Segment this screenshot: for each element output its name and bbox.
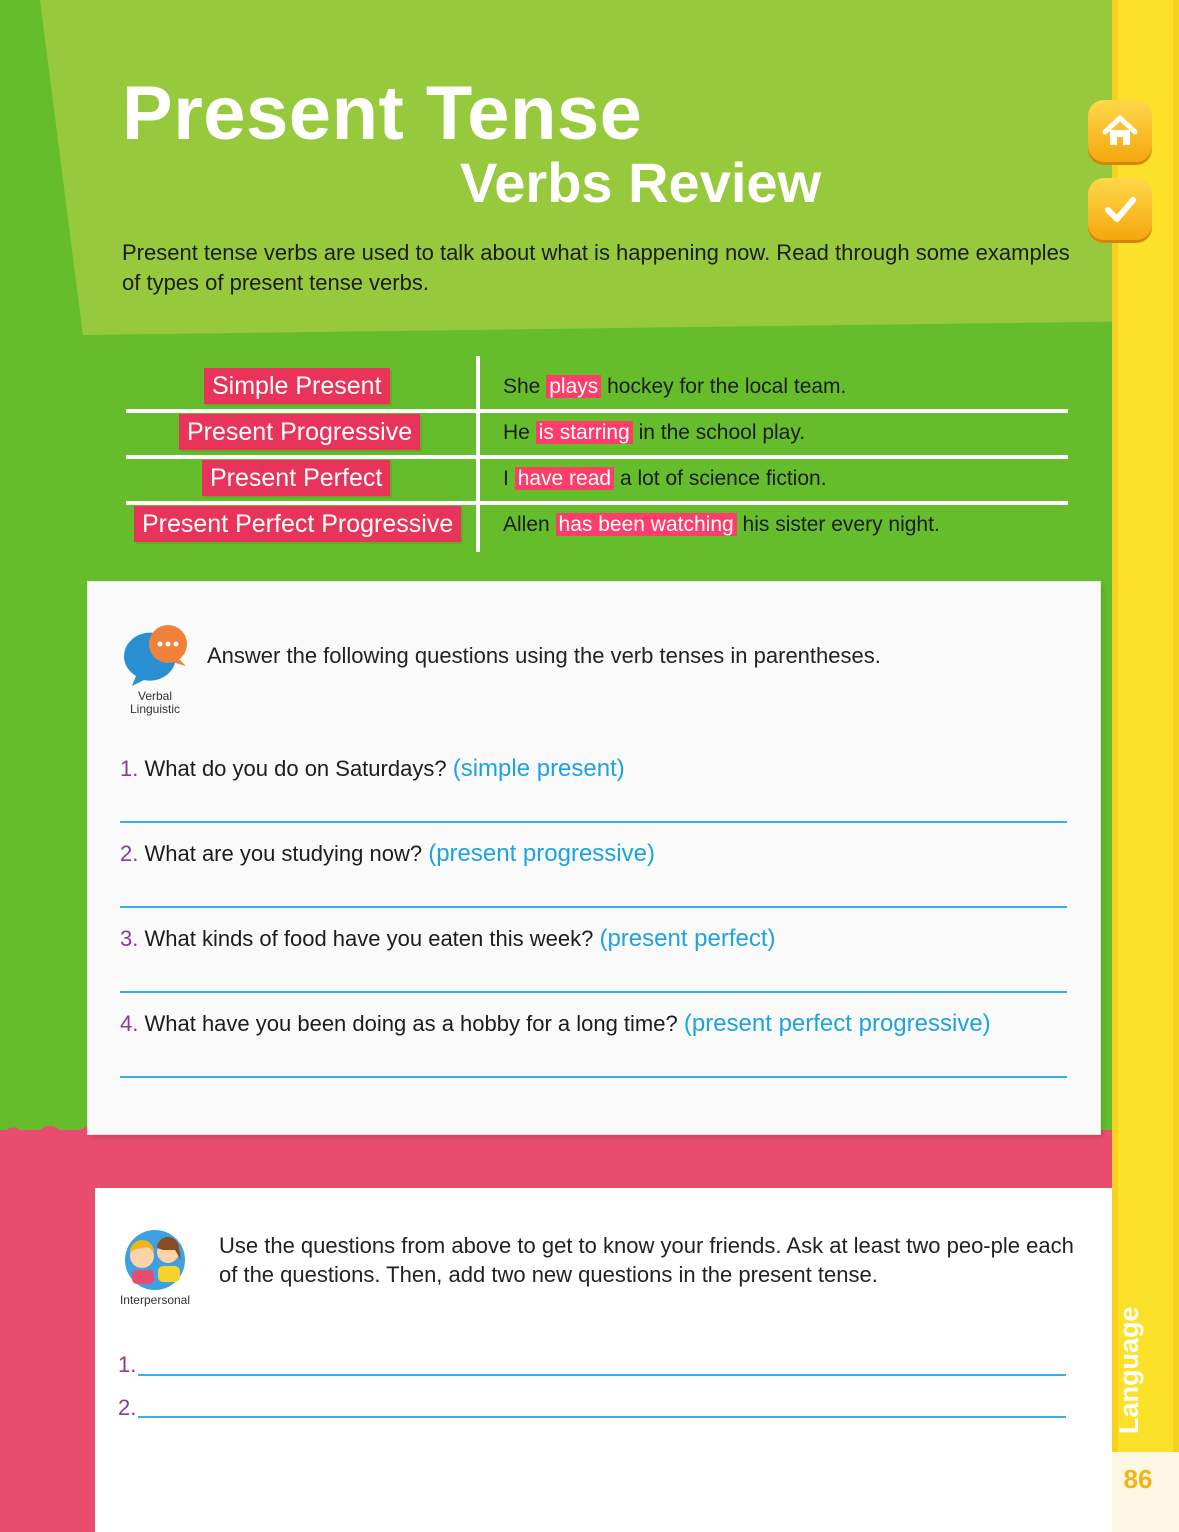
check-icon bbox=[1100, 189, 1140, 229]
check-button[interactable] bbox=[1088, 178, 1152, 240]
answer-line[interactable] bbox=[120, 991, 1067, 993]
verb-highlight: plays bbox=[546, 375, 601, 398]
question-number: 3. bbox=[120, 926, 139, 951]
page-subtitle: Verbs Review bbox=[460, 151, 822, 214]
intro-text: Present tense verbs are used to talk about what is happening now. Read through some examples of types of present tense verbs. bbox=[122, 240, 1070, 295]
kids-icon bbox=[118, 1226, 192, 1292]
question-number: 1. bbox=[120, 756, 139, 781]
tense-example: She plays hockey for the local team. bbox=[503, 375, 847, 398]
badge-label: Interpersonal bbox=[119, 1293, 191, 1307]
answer-line[interactable] bbox=[120, 906, 1067, 908]
tense-example: He is starring in the school play. bbox=[503, 421, 806, 444]
section-label: Language bbox=[1114, 1306, 1144, 1434]
speech-bubbles-icon bbox=[118, 624, 192, 688]
tense-name: Present Perfect Progressive bbox=[134, 506, 461, 542]
tense-example: Allen has been watching his sister every night. bbox=[503, 513, 940, 536]
verb-highlight: have read bbox=[515, 467, 614, 490]
tense-name: Present Perfect bbox=[202, 460, 390, 496]
question bbox=[120, 925, 776, 953]
table-row-divider bbox=[126, 455, 1068, 459]
question-number: 2. bbox=[120, 841, 139, 866]
page-number-box bbox=[1112, 1452, 1179, 1532]
question bbox=[120, 840, 655, 868]
table-row bbox=[126, 506, 1068, 546]
question bbox=[120, 755, 625, 783]
question bbox=[120, 1010, 991, 1038]
question-number: 4. bbox=[120, 1011, 139, 1036]
answer-line[interactable] bbox=[138, 1374, 1066, 1376]
question-text: What are you studying now? bbox=[144, 841, 423, 866]
tense-example: I have read a lot of science fiction. bbox=[503, 467, 827, 490]
question-text: What have you been doing as a hobby for a long time? bbox=[144, 1011, 678, 1036]
instruction-text: Answer the following questions using the verb tenses in parentheses. bbox=[207, 643, 881, 668]
question-hint: (present perfect) bbox=[599, 925, 776, 952]
table-row-divider bbox=[126, 501, 1068, 505]
question-text: What do you do on Saturdays? bbox=[144, 756, 447, 781]
home-button[interactable] bbox=[1088, 100, 1152, 162]
verb-highlight: is starring bbox=[536, 421, 633, 444]
table-row bbox=[126, 368, 1068, 408]
table-row bbox=[126, 460, 1068, 500]
answer-line[interactable] bbox=[120, 1076, 1067, 1078]
question-text: What kinds of food have you eaten this week? bbox=[144, 926, 594, 951]
badge-label: Verbal Linguistic bbox=[129, 689, 181, 716]
table-row-divider bbox=[126, 409, 1068, 413]
verb-highlight: has been watching bbox=[556, 513, 737, 536]
answer-number: 2. bbox=[118, 1395, 137, 1420]
instruction-text: Use the questions from above to get to know your friends. Ask at least two peo-ple each of the questions. Then, add two new questions in the present tense. bbox=[219, 1233, 1074, 1287]
page-number: 86 bbox=[1123, 1464, 1153, 1494]
tense-name: Simple Present bbox=[204, 368, 390, 404]
question-hint: (present perfect progressive) bbox=[683, 1010, 991, 1037]
question-hint: (present progressive) bbox=[428, 840, 655, 867]
answer-line[interactable] bbox=[138, 1416, 1066, 1418]
answer-number: 1. bbox=[118, 1352, 137, 1377]
page-title: Present Tense bbox=[122, 71, 643, 156]
question-hint: (simple present) bbox=[452, 755, 625, 782]
home-icon bbox=[1100, 111, 1140, 151]
table-row bbox=[126, 414, 1068, 454]
tense-name: Present Progressive bbox=[179, 414, 420, 450]
answer-line[interactable] bbox=[120, 821, 1067, 823]
